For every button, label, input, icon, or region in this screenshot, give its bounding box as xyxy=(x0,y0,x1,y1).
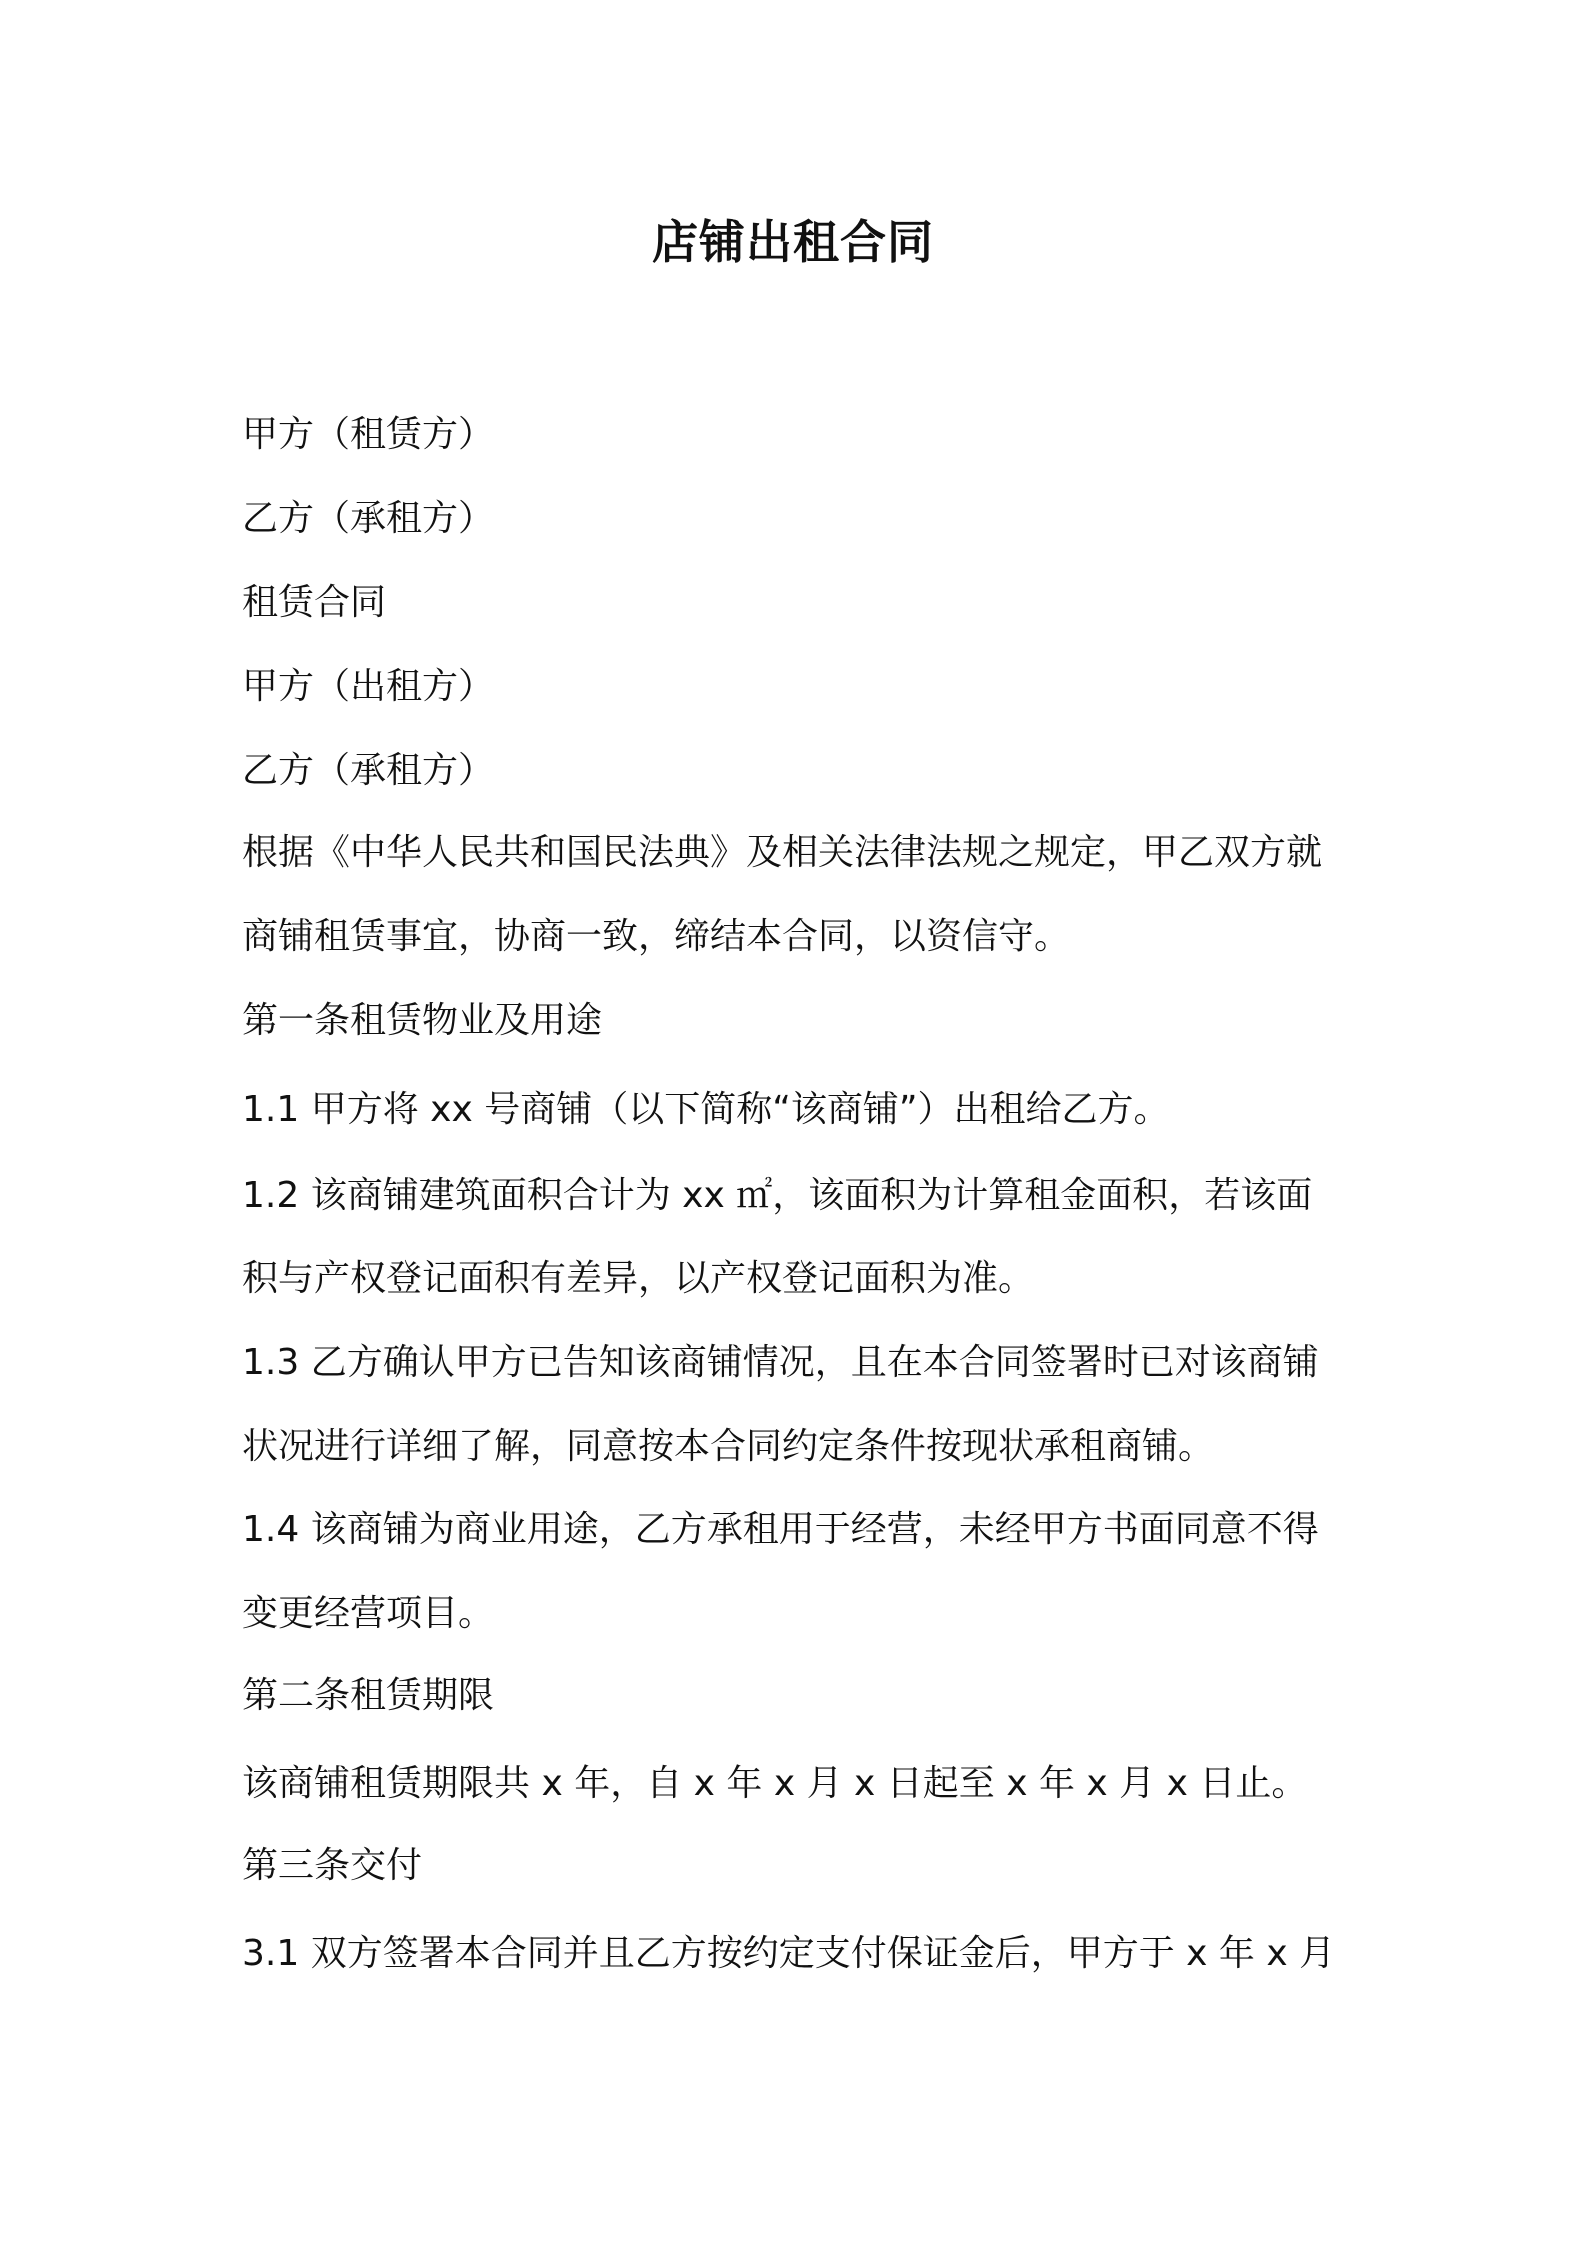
clause-1-2-line-1: 1.2 该商铺建筑面积合计为 xx ㎡，该面积为计算租金面积，若该面 xyxy=(242,1175,1313,1216)
clause-1-3-line-2: 状况进行详细了解，同意按本合同约定条件按现状承租商铺。 xyxy=(242,1426,1215,1467)
party-a-landlord-line: 甲方（出租方） xyxy=(242,666,495,707)
preamble-line-2: 商铺租赁事宜，协商一致，缔结本合同，以资信守。 xyxy=(242,916,1071,957)
clause-1-4-line-2: 变更经营项目。 xyxy=(242,1593,495,1634)
party-a-lessor-line: 甲方（租赁方） xyxy=(242,414,495,455)
lease-contract-heading: 租赁合同 xyxy=(242,582,387,623)
article-2-heading: 第二条租赁期限 xyxy=(242,1675,495,1716)
clause-3-1-line-1: 3.1 双方签署本合同并且乙方按约定支付保证金后，甲方于 x 年 x 月 xyxy=(242,1933,1336,1974)
party-b-tenant-line: 乙方（承租方） xyxy=(242,750,495,791)
clause-1-1: 1.1 甲方将 xx 号商铺（以下简称“该商铺”）出租给乙方。 xyxy=(242,1089,1170,1130)
lease-term-line: 该商铺租赁期限共 x 年，自 x 年 x 月 x 日起至 x 年 x 月 x 日止。 xyxy=(242,1763,1308,1804)
clause-1-2-line-2: 积与产权登记面积有差异，以产权登记面积为准。 xyxy=(242,1258,1035,1299)
party-b-lessee-line: 乙方（承租方） xyxy=(242,498,495,539)
article-3-heading: 第三条交付 xyxy=(242,1845,423,1886)
clause-1-4-line-1: 1.4 该商铺为商业用途，乙方承租用于经营，未经甲方书面同意不得 xyxy=(242,1509,1319,1550)
document-title: 店铺出租合同 xyxy=(652,215,934,269)
article-1-heading: 第一条租赁物业及用途 xyxy=(242,1000,603,1041)
preamble-line-1: 根据《中华人民共和国民法典》及相关法律法规之规定，甲乙双方就 xyxy=(242,832,1323,873)
clause-1-3-line-1: 1.3 乙方确认甲方已告知该商铺情况，且在本合同签署时已对该商铺 xyxy=(242,1342,1319,1383)
